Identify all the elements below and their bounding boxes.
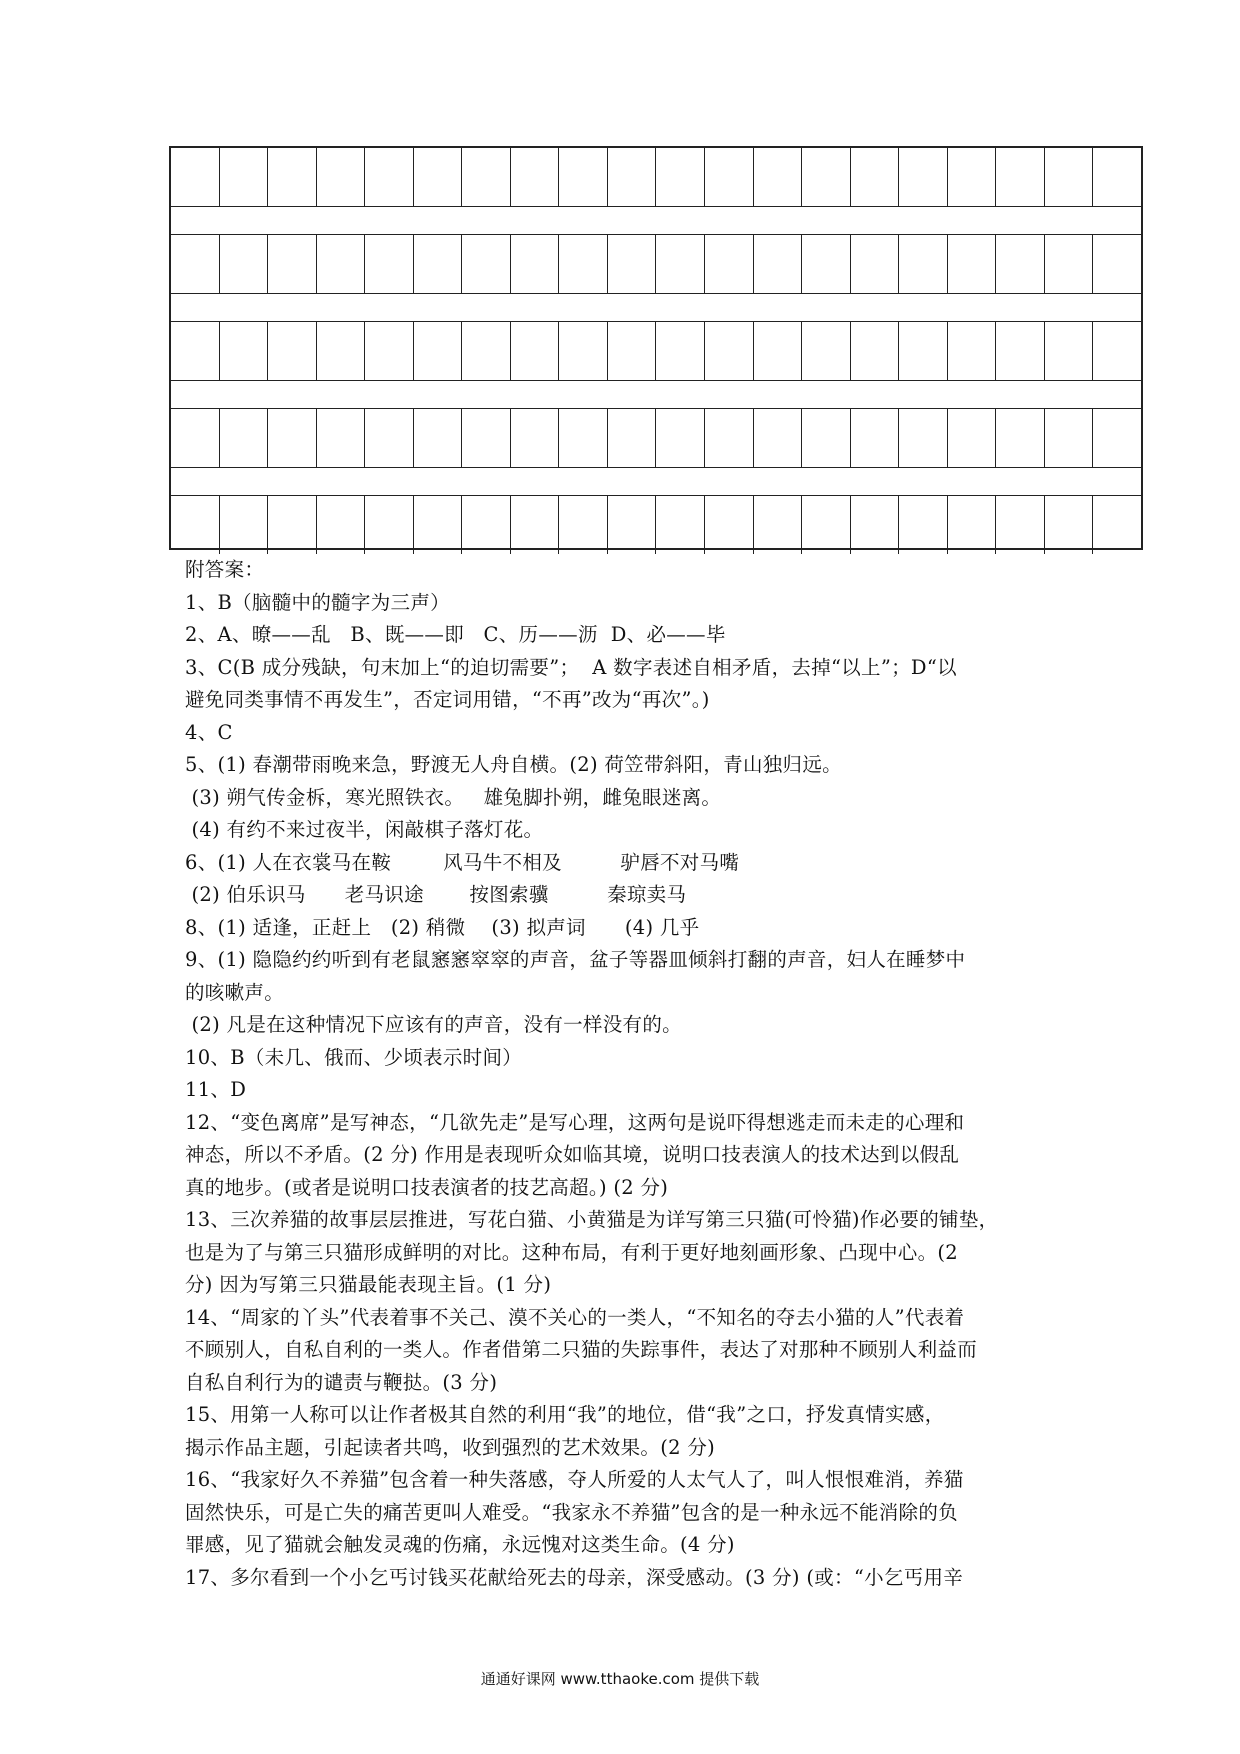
grid-cell bbox=[948, 409, 997, 467]
answer-line: 的咳嗽声。 bbox=[185, 980, 285, 1004]
grid-cell bbox=[996, 148, 1045, 206]
grid-spacer bbox=[171, 293, 1141, 322]
grid-cell bbox=[802, 409, 851, 467]
answer-line: 16、“我家好久不养猫”包含着一种失落感，夺人所爱的人太气人了，叫人恨恨难消，养猫 bbox=[185, 1468, 964, 1491]
grid-cell bbox=[1045, 496, 1094, 554]
grid-cell bbox=[317, 496, 366, 554]
answer-line: 15、用第一人称可以让作者极其自然的利用“我”的地位，借“我”之口，抒发真情实感， bbox=[185, 1403, 945, 1426]
page-footer: 通通好课网 www.tthaoke.com 提供下载 bbox=[480, 1670, 760, 1688]
grid-cell bbox=[996, 322, 1045, 380]
answer-key bbox=[185, 554, 1055, 1594]
grid-cell bbox=[462, 235, 511, 293]
grid-cell bbox=[802, 148, 851, 206]
grid-cell bbox=[317, 409, 366, 467]
answer-line: 13、三次养猫的故事层层推进，写花白猫、小黄猫是为详写第三只猫(可怜猫)作必要的铺垫， bbox=[185, 1208, 999, 1231]
grid-cell bbox=[414, 148, 463, 206]
grid-cell bbox=[948, 235, 997, 293]
grid-cell bbox=[365, 148, 414, 206]
grid-cell bbox=[317, 322, 366, 380]
grid-cell bbox=[608, 496, 657, 554]
grid-cell bbox=[705, 322, 754, 380]
grid-cell bbox=[754, 148, 803, 206]
grid-cell bbox=[656, 235, 705, 293]
answer-line: 8、(1) 适逢，正赶上 (2) 稍微 (3) 拟声词 (4) 几乎 bbox=[185, 915, 700, 939]
grid-cell bbox=[656, 409, 705, 467]
grid-cell bbox=[171, 148, 220, 206]
grid-cell bbox=[365, 235, 414, 293]
grid-cell bbox=[559, 235, 608, 293]
writing-grid bbox=[169, 146, 1143, 550]
answer-line: 12、“变色离席”是写神态，“几欲先走”是写心理，这两句是说吓得想逃走而未走的心理和 bbox=[185, 1110, 965, 1134]
grid-cell bbox=[317, 235, 366, 293]
grid-cell bbox=[171, 496, 220, 554]
answer-line: 避免同类事情不再发生”，否定词用错，“不再”改为“再次”。) bbox=[185, 688, 710, 711]
answer-line: 3、C(B 成分残缺，句末加上“的迫切需要”； A 数字表述自相矛盾，去掉“以上”；D“以 bbox=[185, 655, 957, 679]
grid-cell bbox=[220, 148, 269, 206]
grid-cell bbox=[754, 235, 803, 293]
grid-cell bbox=[365, 409, 414, 467]
grid-cell bbox=[656, 496, 705, 554]
grid-cell bbox=[462, 148, 511, 206]
grid-cell bbox=[608, 148, 657, 206]
grid-cell bbox=[414, 496, 463, 554]
grid-cell bbox=[365, 496, 414, 554]
grid-cell bbox=[996, 235, 1045, 293]
grid-cell bbox=[851, 496, 900, 554]
grid-row bbox=[171, 322, 1141, 380]
grid-cell bbox=[511, 496, 560, 554]
grid-spacer bbox=[171, 380, 1141, 409]
answer-line: 固然快乐，可是亡失的痛苦更叫人难受。“我家永不养猫”包含的是一种永远不能消除的负 bbox=[185, 1500, 958, 1524]
grid-cell bbox=[705, 496, 754, 554]
grid-cell bbox=[656, 322, 705, 380]
answer-line: 也是为了与第三只猫形成鲜明的对比。这种布局，有利于更好地刻画形象、凸现中心。(2 bbox=[185, 1240, 959, 1264]
answer-line: 2、A、暸——乱 B、既——即 C、历——沥 D、必——毕 bbox=[185, 623, 726, 646]
grid-cell bbox=[268, 322, 317, 380]
grid-cell bbox=[559, 322, 608, 380]
grid-cell bbox=[608, 322, 657, 380]
grid-cell bbox=[705, 235, 754, 293]
grid-cell bbox=[220, 235, 269, 293]
grid-cell bbox=[268, 148, 317, 206]
grid-cell bbox=[414, 235, 463, 293]
grid-cell bbox=[171, 322, 220, 380]
grid-cell bbox=[1045, 322, 1094, 380]
grid-cell bbox=[171, 409, 220, 467]
answer-line: 神态，所以不矛盾。(2 分) 作用是表现听众如临其境，说明口技表演人的技术达到以假乱 bbox=[185, 1143, 960, 1166]
grid-cell bbox=[899, 409, 948, 467]
answer-line: 自私自利行为的谴责与鞭挞。(3 分) bbox=[185, 1370, 498, 1394]
answer-line: (2) 凡是在这种情况下应该有的声音，没有一样没有的。 bbox=[185, 1013, 682, 1036]
grid-cell bbox=[511, 409, 560, 467]
grid-cell bbox=[1093, 322, 1141, 380]
answer-line: (2) 伯乐识马 老马识途 按图索骥 秦琼卖马 bbox=[185, 883, 687, 906]
answer-line: 罪感，见了猫就会触发灵魂的伤痛，永远愧对这类生命。(4 分) bbox=[185, 1533, 735, 1556]
grid-cell bbox=[559, 148, 608, 206]
grid-cell bbox=[171, 235, 220, 293]
grid-row bbox=[171, 409, 1141, 467]
grid-cell bbox=[1093, 409, 1141, 467]
grid-spacer bbox=[171, 206, 1141, 235]
grid-cell bbox=[268, 496, 317, 554]
grid-cell bbox=[414, 322, 463, 380]
grid-cell bbox=[899, 496, 948, 554]
grid-cell bbox=[705, 409, 754, 467]
grid-cell bbox=[511, 322, 560, 380]
grid-cell bbox=[899, 235, 948, 293]
grid-cell bbox=[511, 235, 560, 293]
answer-line: 不顾别人，自私自利的一类人。作者借第二只猫的失踪事件，表达了对那种不顾别人利益而 bbox=[185, 1338, 978, 1361]
grid-spacer bbox=[171, 467, 1141, 496]
grid-cell bbox=[851, 322, 900, 380]
grid-cell bbox=[220, 322, 269, 380]
grid-cell bbox=[705, 148, 754, 206]
grid-cell bbox=[1045, 235, 1094, 293]
answer-line: 4、C bbox=[185, 720, 233, 744]
grid-row bbox=[171, 148, 1141, 206]
grid-cell bbox=[802, 322, 851, 380]
answer-line: (3) 朔气传金柝，寒光照铁衣。 雄兔脚扑朔，雌兔眼迷离。 bbox=[185, 785, 722, 809]
grid-cell bbox=[317, 148, 366, 206]
grid-cell bbox=[754, 409, 803, 467]
grid-cell bbox=[268, 235, 317, 293]
grid-cell bbox=[948, 496, 997, 554]
grid-cell bbox=[220, 496, 269, 554]
answer-line: 揭示作品主题，引起读者共鸣，收到强烈的艺术效果。(2 分) bbox=[185, 1435, 716, 1459]
grid-cell bbox=[1093, 148, 1141, 206]
grid-cell bbox=[462, 322, 511, 380]
grid-cell bbox=[851, 235, 900, 293]
grid-cell bbox=[948, 322, 997, 380]
grid-cell bbox=[996, 496, 1045, 554]
grid-cell bbox=[802, 496, 851, 554]
grid-cell bbox=[220, 409, 269, 467]
grid-cell bbox=[802, 235, 851, 293]
grid-cell bbox=[851, 148, 900, 206]
grid-cell bbox=[1045, 409, 1094, 467]
grid-cell bbox=[996, 409, 1045, 467]
answer-lines bbox=[185, 587, 1055, 1595]
answer-line: 分) 因为写第三只猫最能表现主旨。(1 分) bbox=[185, 1273, 552, 1296]
answer-line: (4) 有约不来过夜半，闲敲棋子落灯花。 bbox=[185, 818, 544, 841]
grid-cell bbox=[948, 148, 997, 206]
grid-cell bbox=[656, 148, 705, 206]
grid-cell bbox=[414, 409, 463, 467]
grid-row bbox=[171, 235, 1141, 293]
grid-cell bbox=[899, 322, 948, 380]
grid-cell bbox=[511, 148, 560, 206]
grid-cell bbox=[754, 322, 803, 380]
answer-line: 9、(1) 隐隐约约听到有老鼠窸窸窣窣的声音，盆子等器皿倾斜打翻的声音，妇人在睡梦中 bbox=[185, 948, 966, 971]
answers-heading: 附答案： bbox=[185, 558, 265, 581]
grid-cell bbox=[462, 409, 511, 467]
grid-cell bbox=[754, 496, 803, 554]
answer-line: 14、“周家的丫头”代表着事不关己、漠不关心的一类人，“不知名的夺去小猫的人”代表着 bbox=[185, 1305, 965, 1329]
answer-line: 5、(1) 春潮带雨晚来急，野渡无人舟自横。(2) 荷笠带斜阳，青山独归远。 bbox=[185, 753, 842, 776]
grid-cell bbox=[1093, 496, 1141, 554]
grid-cell bbox=[268, 409, 317, 467]
grid-cell bbox=[559, 496, 608, 554]
grid-cell bbox=[462, 496, 511, 554]
answer-line: 11、D bbox=[185, 1078, 247, 1101]
answer-line: 真的地步。(或者是说明口技表演者的技艺高超。) (2 分) bbox=[185, 1175, 669, 1199]
grid-cell bbox=[559, 409, 608, 467]
answer-line: 10、B（未几、俄而、少顷表示时间） bbox=[185, 1045, 523, 1069]
answer-line: 6、(1) 人在衣裳马在鞍 风马牛不相及 驴唇不对马嘴 bbox=[185, 850, 740, 874]
answer-line: 1、B（脑髓中的髓字为三声） bbox=[185, 590, 450, 614]
grid-cell bbox=[608, 235, 657, 293]
grid-cell bbox=[851, 409, 900, 467]
answer-line: 17、多尔看到一个小乞丐讨钱买花献给死去的母亲，深受感动。(3 分) (或：“小乞丐用辛 bbox=[185, 1565, 964, 1589]
grid-cell bbox=[608, 409, 657, 467]
grid-cell bbox=[1045, 148, 1094, 206]
grid-cell bbox=[365, 322, 414, 380]
grid-cell bbox=[1093, 235, 1141, 293]
grid-cell bbox=[899, 148, 948, 206]
grid-row bbox=[171, 496, 1141, 554]
